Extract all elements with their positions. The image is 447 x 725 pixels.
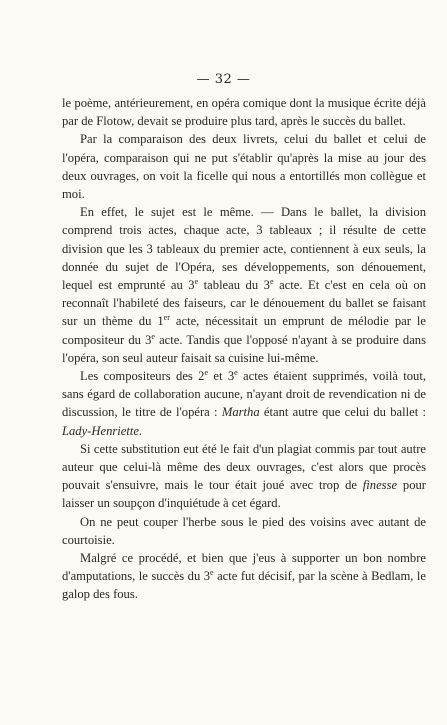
paragraph xyxy=(62,203,426,367)
text-run: acte, nécessitait un emprunt de mélodie par le compositeur du 3 xyxy=(62,314,426,347)
superscript: e xyxy=(204,367,209,377)
superscript: e xyxy=(194,276,199,286)
text-run: Malgré ce procédé, et bien que j'eus à supporter un bon nombre d'amputations, le succès du 3 xyxy=(62,551,426,584)
text-run: acte fut décisif, par la scène à Bedlam, le galop des fous. xyxy=(62,569,426,602)
text-run: Si cette substitution eut été le fait d'un plagiat commis par tout autre auteur que celui-là même des deux ouvrages, c'est alors que procès pouvait s'ensuivre, mais le tour était joué avec trop de xyxy=(62,441,426,493)
page-number: — 32 — xyxy=(196,72,251,87)
paragraph xyxy=(62,440,426,513)
text-run: pour laisser un soupçon d'inquiétude à cet égard. xyxy=(62,478,426,511)
paragraph xyxy=(62,513,426,549)
paragraph xyxy=(62,94,426,130)
italic-text: finesse xyxy=(362,478,398,493)
paragraph xyxy=(62,130,426,203)
text-run: tableau du 3 xyxy=(198,278,270,293)
text-run: le poème, antérieurement, en opéra comique dont la musique écrite déjà par de Flotow, devait se produire plus tard, après le succès du ballet. xyxy=(62,96,426,129)
paragraph xyxy=(62,367,426,440)
text-run: acte. Tandis que l'opposé n'ayant à se produire dans l'opéra, son seul auteur faisait sa cuisine lui-même. xyxy=(62,332,426,365)
text-run: On ne peut couper l'herbe sous le pied des voisins avec autant de courtoisie. xyxy=(62,514,426,547)
paragraph xyxy=(62,549,426,604)
body-text xyxy=(62,94,426,604)
text-run: Les compositeurs des 2 xyxy=(80,369,205,384)
text-run: et 3 xyxy=(208,369,235,384)
superscript: e xyxy=(151,331,155,341)
italic-text: Lady-Henriette. xyxy=(62,423,143,438)
text-run: En effet, le sujet est le même. — Dans le ballet, la division comprend trois actes, chaque acte, 3 tableaux ; il résulte de cette division que les 3 tableaux du premier acte, contiennent à eux seuls, la donnée du sujet de l'Opéra, ses développements, son dénouement, lequel est emprunté au 3 xyxy=(62,205,426,293)
superscript: e xyxy=(234,367,238,377)
superscript: e xyxy=(210,568,214,578)
superscript: e xyxy=(269,276,274,286)
italic-text: Martha xyxy=(221,405,260,420)
text-run: étant autre que celui du ballet : xyxy=(259,405,426,420)
text-run: actes étaient supprimés, voilà tout, sans égard de collaboration aucune, n'ayant droit de revendication ni de discussion, le titre de l'opéra : xyxy=(62,369,426,420)
text-run: Par la comparaison des deux livrets, celui du ballet et celui de l'opéra, comparaison qui ne put s'établir qu'après la mise au jour des deux ouvrages, on voit la ficelle qui nous a entortillés mon collègue et moi. xyxy=(62,132,426,202)
text-run: acte. Et c'est en cela où on reconnaît l'habileté des faiseurs, car le dénouement du ballet se faisant sur un thème du 1 xyxy=(62,278,426,329)
superscript: er xyxy=(163,313,170,323)
